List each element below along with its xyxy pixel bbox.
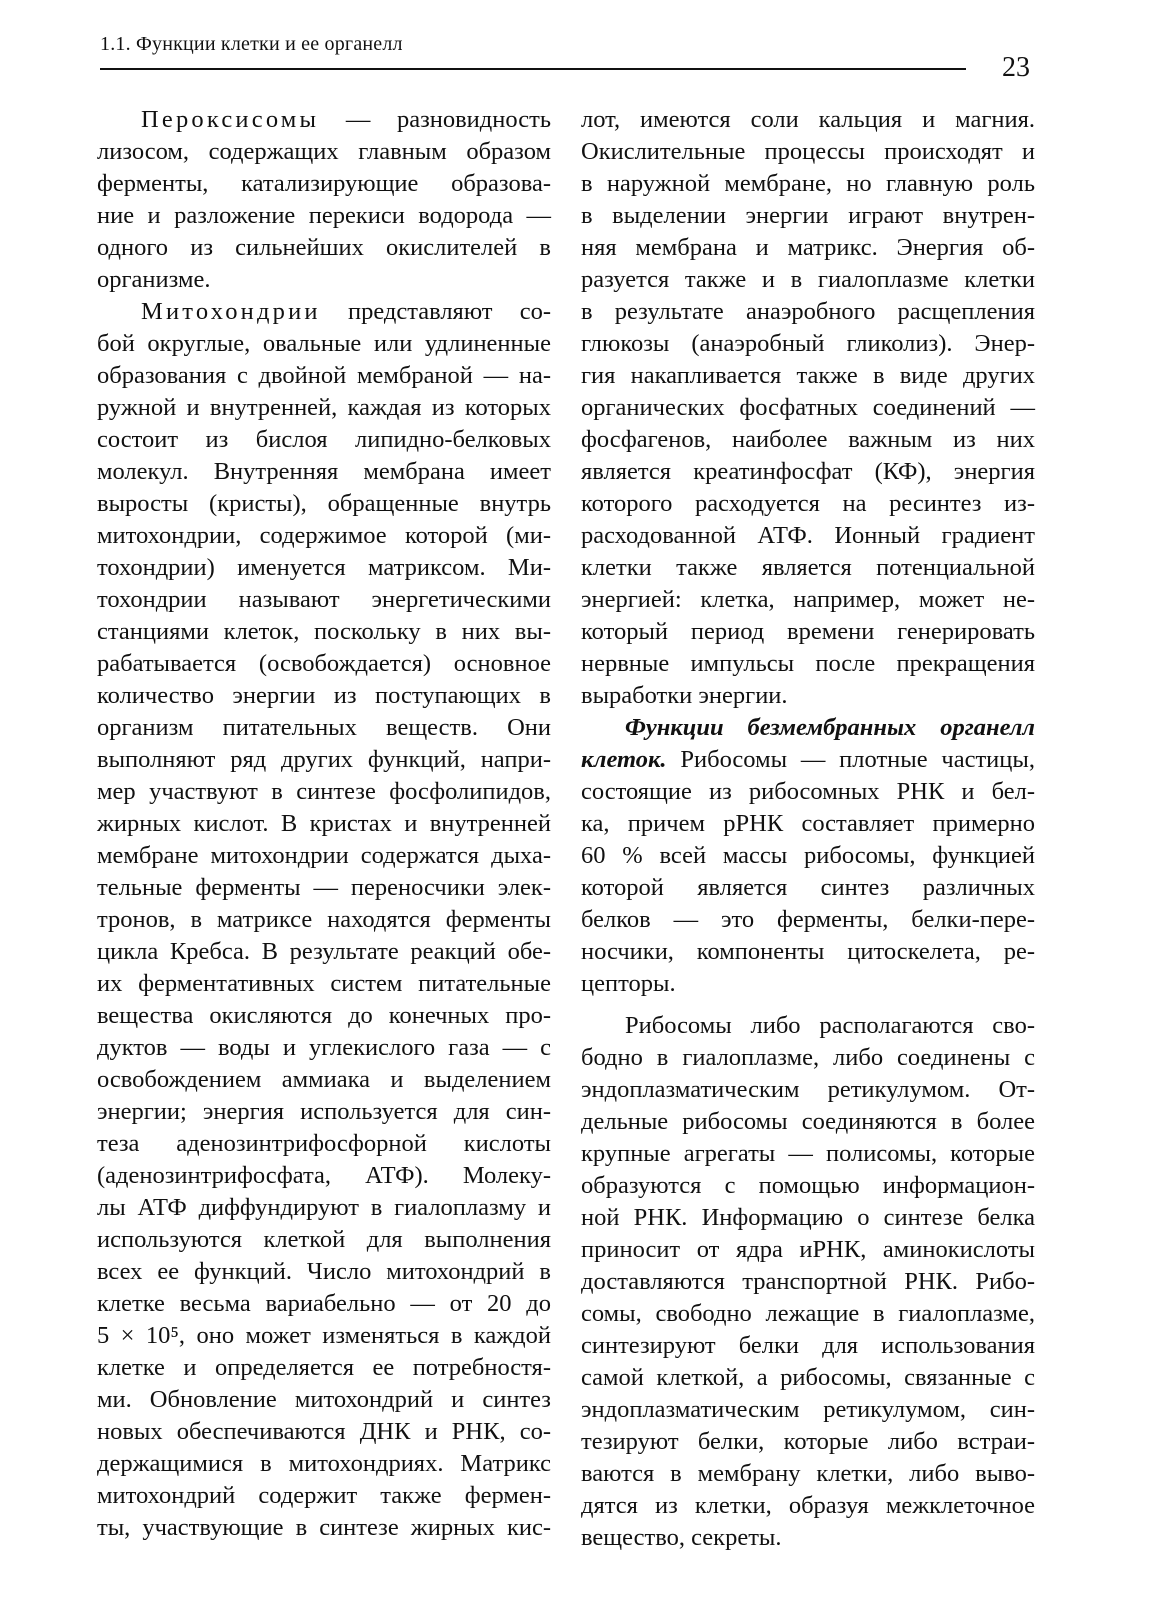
text-line: которой является синтез различных <box>581 874 1035 901</box>
text-line: выросты (кристы), обращенные внутрь <box>97 490 551 517</box>
text-line: выполняют ряд других функций, напри- <box>97 746 551 773</box>
page-number: 23 <box>1002 52 1030 83</box>
text-line: ружной и внутренней, каждая из которых <box>97 394 551 421</box>
text-line: 5 × 10⁵, оно может изменяться в каждой <box>97 1322 551 1349</box>
text-line: органических фосфатных соединений — <box>581 394 1035 421</box>
text-line: выработки энергии. <box>581 682 788 709</box>
text-line: новых обеспечиваются ДНК и РНК, со- <box>97 1418 551 1445</box>
text-line: ты, участвующие в синтезе жирных кис- <box>97 1514 551 1541</box>
text-line: цепторы. <box>581 970 676 997</box>
text-line: няя мембрана и матрикс. Энергия об- <box>581 234 1035 261</box>
text-line: энергией: клетка, например, может не- <box>581 586 1035 613</box>
text-line: является креатинфосфат (КФ), энергия <box>581 458 1035 485</box>
text-line: цикла Кребса. В результате реакций обе- <box>97 938 551 965</box>
text-line: в результате анаэробного расщепления <box>581 298 1035 325</box>
text-line: который период времени генерировать <box>581 618 1035 645</box>
text-line: одного из сильнейших окислителей в <box>97 234 551 261</box>
text-line: дельные рибосомы соединяются в более <box>581 1108 1035 1135</box>
text-line: митохондрии, содержимое которой (ми- <box>97 522 551 549</box>
text-line: жирных кислот. В кристах и внутренней <box>97 810 551 837</box>
text-line: клетки также является потенциальной <box>581 554 1035 581</box>
text-line: Окислительные процессы происходят и <box>581 138 1035 165</box>
paragraph-gap <box>581 1000 1035 1010</box>
text-line: освобождением аммиака и выделением <box>97 1066 551 1093</box>
line-segment: Рибосомы — плотные частицы, <box>666 746 1035 773</box>
text-line: организм питательных веществ. Они <box>97 714 551 741</box>
section-heading: Функции безмембранных органелл <box>625 714 1035 741</box>
line-segment: — разновидность <box>319 106 551 133</box>
text-line: молекул. Внутренняя мембрана имеет <box>97 458 551 485</box>
text-line: ной РНК. Информацию о синтезе белка <box>581 1204 1035 1231</box>
text-line: самой клеткой, а рибосомы, связанные с <box>581 1364 1035 1391</box>
text-line: тезируют белки, которые либо встраи- <box>581 1428 1035 1455</box>
text-line: бой округлые, овальные или удлиненные <box>97 330 551 357</box>
text-line: Рибосомы либо располагаются сво- <box>625 1012 1035 1039</box>
text-line: дятся из клетки, образуя межклеточное <box>581 1492 1035 1519</box>
text-line: вещества окисляются до конечных про- <box>97 1002 551 1029</box>
text-line <box>581 744 1035 776</box>
text-line: в наружной мембране, но главную роль <box>581 170 1035 197</box>
text-line: тохондрии) именуется матриксом. Ми- <box>97 554 551 581</box>
section-heading-end: клеток. <box>581 746 667 773</box>
text-line: состоящие из рибосомных РНК и бел- <box>581 778 1035 805</box>
header-rule <box>100 68 966 70</box>
text-line: фосфагенов, наиболее важным из них <box>581 426 1035 453</box>
left-column <box>97 104 551 1576</box>
text-line: лот, имеются соли кальция и магния. <box>581 106 1035 133</box>
text-line: рабатывается (освобождается) основное <box>97 650 551 677</box>
text-line: бодно в гиалоплазме, либо соединены с <box>581 1044 1035 1071</box>
text-line: белков — это ферменты, белки-пере- <box>581 906 1035 933</box>
text-line: тохондрии называют энергетическими <box>97 586 551 613</box>
text-line: глюкозы (анаэробный гликолиз). Энер- <box>581 330 1035 357</box>
text-line: клетке и определяется ее потребностя- <box>97 1354 551 1381</box>
text-line: мер участвуют в синтезе фосфолипидов, <box>97 778 551 805</box>
text-line: сомы, свободно лежащие в гиалоплазме, <box>581 1300 1035 1327</box>
text-line: гия накапливается также в виде других <box>581 362 1035 389</box>
text-line: клетке весьма вариабельно — от 20 до <box>97 1290 551 1317</box>
text-line: тельные ферменты — переносчики элек- <box>97 874 551 901</box>
text-line <box>581 712 1035 744</box>
text-line: в выделении энергии играют внутрен- <box>581 202 1035 229</box>
text-line: тронов, в матриксе находятся ферменты <box>97 906 551 933</box>
text-line: их ферментативных систем питательные <box>97 970 551 997</box>
right-column <box>581 104 1035 1554</box>
text-line: станциями клеток, поскольку в них вы- <box>97 618 551 645</box>
text-line: (аденозинтрифосфата, АТФ). Молеку- <box>97 1162 551 1189</box>
text-line <box>97 1544 551 1576</box>
term-mitochondria: Митохондрии <box>141 298 321 325</box>
text-line: носчики, компоненты цитоскелета, ре- <box>581 938 1035 965</box>
text-line: дуктов — воды и углекислого газа — с <box>97 1034 551 1061</box>
text-line: всех ее функций. Число митохондрий в <box>97 1258 551 1285</box>
text-line: организме. <box>97 266 211 293</box>
text-line: мембране митохондрии содержатся дыха- <box>97 842 551 869</box>
text-line: эндоплазматическим ретикулумом, син- <box>581 1396 1035 1423</box>
text-line: образования с двойной мембраной — на- <box>97 362 551 389</box>
text-line: ка, причем рРНК составляет примерно <box>581 810 1035 837</box>
text-line: ферменты, катализирующие образова- <box>97 170 551 197</box>
text-line: разуется также и в гиалоплазме клетки <box>581 266 1035 293</box>
text-line: приносит от ядра иРНК, аминокислоты <box>581 1236 1035 1263</box>
running-title: 1.1. Функции клетки и ее органелл <box>100 33 403 55</box>
text-line: лы АТФ диффундируют в гиалоплазму и <box>97 1194 551 1221</box>
text-line: расходованной АТФ. Ионный градиент <box>581 522 1035 549</box>
text-line: держащимися в митохондриях. Матрикс <box>97 1450 551 1477</box>
text-line: лизосом, содержащих главным образом <box>97 138 551 165</box>
text-line <box>97 296 551 328</box>
text-line: ние и разложение перекиси водорода — <box>97 202 551 229</box>
text-line: эндоплазматическим ретикулумом. От- <box>581 1076 1035 1103</box>
text-line: митохондрий содержит также фермен- <box>97 1482 551 1509</box>
term-peroxisomes: Пероксисомы <box>141 106 320 133</box>
text-line: вещество, секреты. <box>581 1524 782 1551</box>
text-line: количество энергии из поступающих в <box>97 682 551 709</box>
text-line: синтезируют белки для использования <box>581 1332 1035 1359</box>
text-line: доставляются транспортной РНК. Рибо- <box>581 1268 1035 1295</box>
text-line: образуются с помощью информацион- <box>581 1172 1035 1199</box>
text-line: состоит из бислоя липидно-белковых <box>97 426 551 453</box>
text-line: теза аденозинтрифосфорной кислоты <box>97 1130 551 1157</box>
line-segment: представляют со- <box>320 298 551 325</box>
text-line: энергии; энергия используется для син- <box>97 1098 551 1125</box>
text-line: ми. Обновление митохондрий и синтез <box>97 1386 551 1413</box>
text-line: ваются в мембрану клетки, либо выво- <box>581 1460 1035 1487</box>
text-line: используются клеткой для выполнения <box>97 1226 551 1253</box>
text-line: которого расходуется на ресинтез из- <box>581 490 1035 517</box>
text-line: нервные импульсы после прекращения <box>581 650 1035 677</box>
text-line: 60 % всей массы рибосомы, функцией <box>581 842 1035 869</box>
text-line <box>97 104 551 136</box>
text-line: крупные агрегаты — полисомы, которые <box>581 1140 1035 1167</box>
